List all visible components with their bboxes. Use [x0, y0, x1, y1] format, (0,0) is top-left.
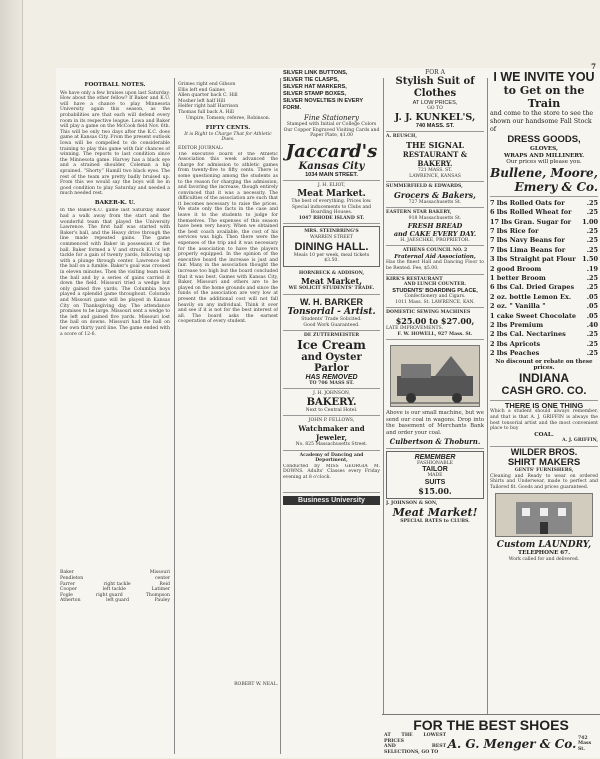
- bakery-title: BAKERY.: [306, 396, 357, 408]
- lineup-row: Baker Missouri: [60, 570, 170, 576]
- fresh-bread: FRESH BREAD: [407, 221, 463, 230]
- indiana-price-list: [490, 197, 598, 401]
- column-rule: [280, 78, 281, 754]
- remember-title: REMEMBER: [414, 453, 456, 461]
- signal-title: THE SIGNAL: [406, 139, 464, 150]
- kunkel-address: 740 MASS. ST.: [415, 122, 455, 129]
- price-row: 2 oz. bottle Lemon Ex. .05: [490, 292, 598, 301]
- kunkel-name: J. J. KUNKEL'S,: [394, 111, 476, 123]
- watchmaker-address: No. 825 Massachusetts Street.: [295, 442, 368, 448]
- athens-council-ad: [386, 246, 484, 274]
- column-ads-1: [283, 68, 380, 505]
- tonsorial-sub1: Students' Trade Solicited.: [301, 316, 362, 322]
- domestic-sewing-ad: [386, 308, 484, 340]
- johnson-name: J. H. JOHNSON,: [312, 391, 351, 397]
- price-row: 6 lbs Cal. Dried Grapes .25: [490, 283, 598, 292]
- removed-notice: HAS REMOVED: [305, 373, 358, 381]
- signal-address: 721 MASS. ST.: [417, 167, 453, 173]
- umpire-line: Umpire, Tomsen; referee, Robinson.: [185, 115, 271, 121]
- prices-note: Our prices will please you.: [506, 159, 582, 166]
- silver-list: SILVER LINK BUTTONS, SILVER TIE CLASPS, SILVER HAT MARKERS, SILVER STAMP BOXES, SILVER NOVELTIES IN EVERY FORM.: [283, 70, 364, 111]
- kirk-body: Confectionery and Cigars.: [404, 294, 466, 300]
- engraving-note: Our Copper Engraved Visiting Cards and Paper Plate, $1.00: [283, 127, 380, 139]
- dress-goods: DRESS GOODS,: [507, 134, 581, 145]
- barker-ad: [283, 295, 380, 331]
- price-row: 2 lbs Premium .40: [490, 321, 598, 330]
- price-row: 2 lbs Apricots .25: [490, 339, 598, 348]
- hornbeck-ad: [283, 269, 380, 295]
- letter-signature: ROBERT W. NEAL.: [234, 681, 278, 687]
- steinbring-address: WARREN STREET: [309, 234, 353, 240]
- binding-edge: [0, 0, 23, 759]
- indiana-title: INDIANA: [519, 370, 569, 385]
- hornbeck-name: HORNBECK & ADDISON,: [298, 270, 365, 276]
- eastern-star-name: EASTERN STAR BAKERY,: [386, 210, 452, 216]
- wraps-millinery: WRAPS AND MILLINERY.: [503, 152, 585, 159]
- kunkel-ad: [386, 68, 484, 132]
- coal-wagon-illustration: [390, 345, 480, 407]
- jaccard-city: Kansas City: [298, 160, 365, 172]
- fellows-ad: [283, 416, 380, 450]
- made-all: MADE: [427, 473, 443, 479]
- page-number: 7: [591, 62, 596, 71]
- steinbring-price: Meals 10 per week, meal tickets $3.50.: [293, 252, 370, 264]
- column-rule: [383, 78, 384, 754]
- editor-salutation: EDITOR JOURNAL:: [178, 145, 224, 151]
- menger-address: 742 Mass St.: [577, 735, 592, 752]
- telephone: TELEPHONE 67.: [517, 550, 571, 557]
- hornbeck-solicit: WE SOLICIT STUDENTS' TRADE.: [288, 286, 375, 292]
- coal-wagon-icon: [391, 346, 479, 406]
- column-football: [60, 68, 170, 604]
- kirk-address: 1011 Mass. St. LAWRENCE, KAN.: [395, 299, 475, 305]
- invite-headline: I WE INVITE YOU: [493, 70, 595, 84]
- bullene-ad: [490, 68, 598, 197]
- academy-title: Academy of Dancing and Deportment,: [299, 452, 364, 464]
- stationery-subtitle: Stamped with Initial or College Colors: [286, 122, 377, 127]
- signal-subtitle: RESTAURANT & BAKERY.: [402, 149, 468, 168]
- eliot-body: The best of everything. Prices low. Special inducements to Clubs and Boarding Houses.: [291, 198, 372, 216]
- academy-ad: [283, 451, 380, 493]
- price-row: 2 good Broom .19: [490, 264, 598, 273]
- gents-furnishers: GENTS' FURNISHERS,: [514, 468, 574, 474]
- bakery-address: Next to Central Hotel.: [305, 407, 358, 413]
- column-ads-2: [386, 68, 484, 525]
- eastern-star-proprietor: H. JAESCHKE, PROPRIETOR.: [400, 237, 470, 243]
- athens-name: ATHENS COUNCIL NO. 2: [402, 248, 468, 254]
- fellows-name: JOHN P. FELLOWS,: [308, 418, 355, 424]
- menger-row: [382, 733, 600, 755]
- wilder-title: WILDER BROS.: [510, 447, 578, 458]
- late-improvements: LATE IMPROVEMENTS.: [386, 326, 444, 332]
- steinbring-name: MRS. STEINBRING'S: [304, 229, 359, 235]
- tailor-ad: [386, 451, 484, 499]
- lineup-continued: Grimes right end Gibson Ellis left end Gaines Allen quarter back C. Hill Mosher left half Hill Helfer right half Harrison Thomas full back A. Hill: [178, 82, 239, 115]
- kirk-restaurant-ad: [386, 275, 484, 309]
- baker-ku-body: In the Baker-K.U. game last Saturday Baker had a walk away from the start and the wonderful team that played the University Lawrence. The first half was started with Baker's ball, and the Heavy drive through the line made repeated gains. The game commenced with Baker in possession of the ball. Baker formed a V and struck K.U.'s left tackle for a gain of twenty yards, following up with a plunge through center. Lawrence lost the ball on a fumble. Baker's goal was crossed in eleven minutes. Then the visiting team took the ball and by a series of gains carried it down the field. Missouri tried a wedge but only gained five yards. The Columbia boys played a splendid game throughout. Colorado and Missouri game will be played in Kansas City on Thanksgiving day. The attendance promises to be large. Missouri sent a wedge to the left and gained five yards. Missouri lost the ball on downs. Missouri had the ball on her own thirty yard line. The game ended with a score of 12-6.: [60, 208, 170, 337]
- discount-note: No discount or rebate on these prices.: [495, 358, 593, 372]
- one-thing-title: THERE IS ONE THING: [504, 400, 584, 410]
- menger-shoes-ad: [382, 714, 600, 755]
- column-rule: [487, 78, 488, 754]
- go-to: GO TO: [427, 106, 443, 112]
- zuttermeister-name: DE ZUTTERMEISTER: [303, 333, 360, 339]
- jaccard-logo: Jaccard's: [285, 140, 378, 162]
- lineup-row: Pendleton center: [60, 576, 170, 582]
- price-row: 2 lbs Peaches .25: [490, 349, 598, 358]
- price-row: 1 better Broom .25: [490, 274, 598, 283]
- one-thing-body: Which a student should always remember, and that is that A. J. GRIFFIN is always the best tonsorial artist and the most convenient place to buy: [490, 409, 598, 432]
- johnson-bakery-ad: [283, 389, 380, 416]
- cash-grocery-title: CASH GRO. CO.: [501, 384, 587, 397]
- eliot-name: J. H. ELIOT,: [317, 183, 346, 189]
- eliot-ad: [283, 181, 380, 224]
- wilder-ad: [490, 447, 598, 563]
- steinbring-title: DINING HALL.: [294, 240, 369, 253]
- tailor-sub: FASHIONABLE: [417, 460, 453, 466]
- football-notes-heading: FOOTBALL NOTES.: [84, 82, 146, 88]
- zuttermeister-ad: [283, 331, 380, 389]
- stylish-suit: Stylish Suit of Clothes: [395, 75, 475, 99]
- price-row: 3 lbs Straight pat Flour 1.50: [490, 255, 598, 264]
- fraternal-body: Has the finest Hall and Dancing Floor to be Rented. Fee, $5.00.: [386, 260, 484, 271]
- eastern-star-ad: [386, 208, 484, 246]
- coal-ad: [386, 340, 484, 448]
- column-athletic: [178, 68, 278, 687]
- ice-cream-title: Ice Cream: [297, 337, 366, 352]
- column-ads-3: [490, 68, 598, 563]
- eliot-address: 1047 RHODE ISLAND ST.: [298, 215, 365, 221]
- athletic-letter-body: The executive board of the Athletic Association this week advanced the charge for admission to athletic games from twenty-five to fifty cents. There is some questioning among the students as to the reason for charging the admission, and favoring the increase, though entirely convinced that it was a necessity. The difficulties of the association are such that it becomes necessary to raise the prices. We state only the facts in the case and leave it to the students to judge for themselves. The expenses of this season have been very heavy. When we obtained the best coach available, the cost of his services was high. Then there were the expenses of the trip and it was necessary for the association to have the players properly equipped. In the opinion of the executive board the increase is just and fair. Many in the association thought the increase too high but the board concluded that it was best. Games with Kansas City, Baker, Missouri and others are to be played on the home grounds and since the funds of the association are very low at present the additional cost will not fall heavily on any individual. Think it over and see if it is not for the best interest of all. The board asks the earnest cooperation of every student.: [178, 151, 278, 325]
- reusch-name: A. REUSCH,: [386, 134, 418, 140]
- grocers-title: Grocers & Bakers,: [394, 189, 476, 200]
- signal-city: LAWRENCE, KANSAS: [409, 173, 461, 179]
- removed-address: TO 706 MASS ST.: [309, 380, 354, 386]
- price-row: 7 lbs Rolled Oats for .25: [490, 198, 598, 207]
- summerfield-name: SUMMERFIELD & EDWARDS,: [386, 184, 463, 190]
- menger-name: A. G. Menger & Co.: [447, 737, 577, 752]
- emery-name: Emery & Co.: [514, 179, 598, 194]
- custom-laundry: Custom LAUNDRY,: [496, 540, 592, 551]
- jjohnson-name: J. JOHNSON & SON,: [386, 500, 438, 506]
- grocers-address: 727 Massachusetts St.: [408, 199, 462, 205]
- football-notes-body: We have only a few bruises upon last Saturday. How about the other fellow? If Baker and K.U. will have a chance to play Minnesota University again this season, as the probabilities are that each will defend every room in its respective league. Lowa and Baker will play a game on the McCook field Nov. 6th. This will be only two days after the K.C. does game at Kansas City. From the present outlook Iowa will be compelled to do considerable training to play this game with fair chances of winning. The reports to last condition since the Minnesota game. Harvey has a black eye and a strained shoulder, Coleman a hip sprained. “Shorty” Hamill two black eyes. The rest of the team are pretty badly bruised up. From this we would say the boys will be in good condition to play Saturday and needed a much needed rest.: [60, 90, 170, 197]
- laundry-note: Work called for and delivered.: [508, 557, 580, 562]
- domestic-price: $25.00 to $27.00,: [395, 316, 475, 327]
- price-row: 7 lbs Lima Beans for .25: [490, 245, 598, 254]
- bullene-name: Bullene, Moore,: [490, 165, 598, 180]
- building-icon: [496, 494, 592, 536]
- meat-market-title: Meat Market!: [392, 506, 478, 520]
- lowest-prices: AT THE LOWEST PRICES AND BEST SELECTIONS, GO TO: [384, 733, 446, 755]
- suits-title: SUITS: [424, 478, 446, 486]
- price-row: 1 cake Sweet Chocolate .05: [490, 311, 598, 320]
- fifty-cents-subheading: It is Right to Charge That for Athletic Dues.: [184, 131, 272, 143]
- low-prices: AT LOW PRICES,: [412, 99, 458, 106]
- tonsorial-title: Tonsorial - Artist.: [287, 306, 376, 317]
- culbertson-name: Culbertson & Thoburn.: [389, 436, 481, 446]
- cake-every-day: and CAKE EVERY DAY.: [393, 229, 477, 238]
- steinbring-ad: [283, 226, 380, 266]
- tonsorial-sub2: Good Work Guaranteed.: [303, 322, 360, 328]
- barker-name: W. H. BARKER: [300, 296, 363, 307]
- price-row: 2 oz. " Vanilla " .05: [490, 302, 598, 311]
- coal-word: COAL.: [534, 431, 554, 438]
- kunkel-for-a: FOR A: [425, 69, 445, 76]
- price-row: 7 lbs Rice for .25: [490, 227, 598, 235]
- eastern-star-address: 918 Massachusetts St.: [408, 215, 462, 221]
- price-row: 17 lbs Gran. Sugar for 1.00: [490, 217, 598, 226]
- newspaper-sheet: [56, 62, 600, 758]
- domestic-title: DOMESTIC SEWING MACHINES: [386, 310, 471, 316]
- jaccard-address: 1034 MAIN STREET.: [305, 171, 358, 178]
- lunch-counter: AND LUNCH COUNTER.: [403, 282, 467, 288]
- griffin-name: A. J. GRIFFIN,: [562, 438, 598, 444]
- oyster-parlor-title: and Oyster Parlor: [301, 351, 362, 374]
- lineup-row: Atherton left guard Pauley: [60, 598, 170, 604]
- column-rule: [174, 78, 175, 754]
- gloves: GLOVES,: [530, 146, 558, 152]
- price-row: 6 lbs Rolled Wheat for .25: [490, 208, 598, 217]
- griffin-ad: [490, 401, 598, 447]
- suit-price: $15.00.: [418, 485, 452, 496]
- train-headline: to Get on the Train: [503, 84, 585, 110]
- baker-ku-heading: BAKER-K. U.: [94, 199, 136, 206]
- fifty-cents-heading: FIFTY CENTS.: [205, 125, 251, 132]
- lineup-row: Farrer right tackle Reid: [60, 581, 170, 587]
- lineup-table: [60, 570, 170, 604]
- jaccard-silver-ad: [283, 68, 380, 181]
- kirk-name: KIRK'S RESTAURANT: [386, 276, 443, 282]
- signal-ad: [386, 132, 484, 182]
- howell-name: F. W. HOWELL, 927 Mass. St.: [397, 331, 473, 337]
- watchmaker-title: Watchmaker and Jeweler,: [298, 424, 365, 443]
- lineup-row: Cooper left tackle Latimer: [60, 587, 170, 593]
- boarding-place: STUDENTS' BOARDING PLACE,: [392, 287, 478, 294]
- stationery-title: Fine Stationery: [304, 114, 359, 122]
- price-row: 7 lbs Navy Beans for .25: [490, 236, 598, 245]
- invite-body: and come to the store to see the shown our handsome Fall Stock of: [490, 110, 594, 133]
- academy-body: Conducted by MISS GEORGIA M. DOWNS. Adults' Classes every Friday evening at 8 o'clock.: [283, 463, 380, 481]
- price-row: 2 lbs Cal. Nectarines .25: [490, 330, 598, 339]
- business-university-banner: Business University: [283, 496, 380, 505]
- summerfield-ad: [386, 182, 484, 208]
- lineup-row: Fogle right guard Thompson: [60, 592, 170, 598]
- special-rates: SPECIAL RATES to CLUBS.: [400, 519, 470, 525]
- best-shoes-title: FOR THE BEST SHOES: [413, 717, 569, 733]
- wilder-body: Cleaning and Ready to wear on ordered Shirts and Underwear, made to perfect and Tailored fit. Goods and prices guaranteed.: [490, 473, 598, 490]
- eliot-title: Meat Market.: [297, 188, 366, 199]
- laundry-illustration: [495, 493, 593, 537]
- fraternal-title: Fraternal Aid Association,: [394, 253, 476, 260]
- hornbeck-title: Meat Market,: [301, 276, 362, 287]
- coal-caption: Above is our small machine, but we send our coal in wagons. Drop into the basement of Merchants Bank and order your coal.: [386, 410, 484, 437]
- shirt-makers-title: SHIRT MAKERS: [507, 457, 581, 469]
- johnson-meat-ad: [386, 501, 484, 525]
- tailor-title: TAILOR: [422, 466, 448, 474]
